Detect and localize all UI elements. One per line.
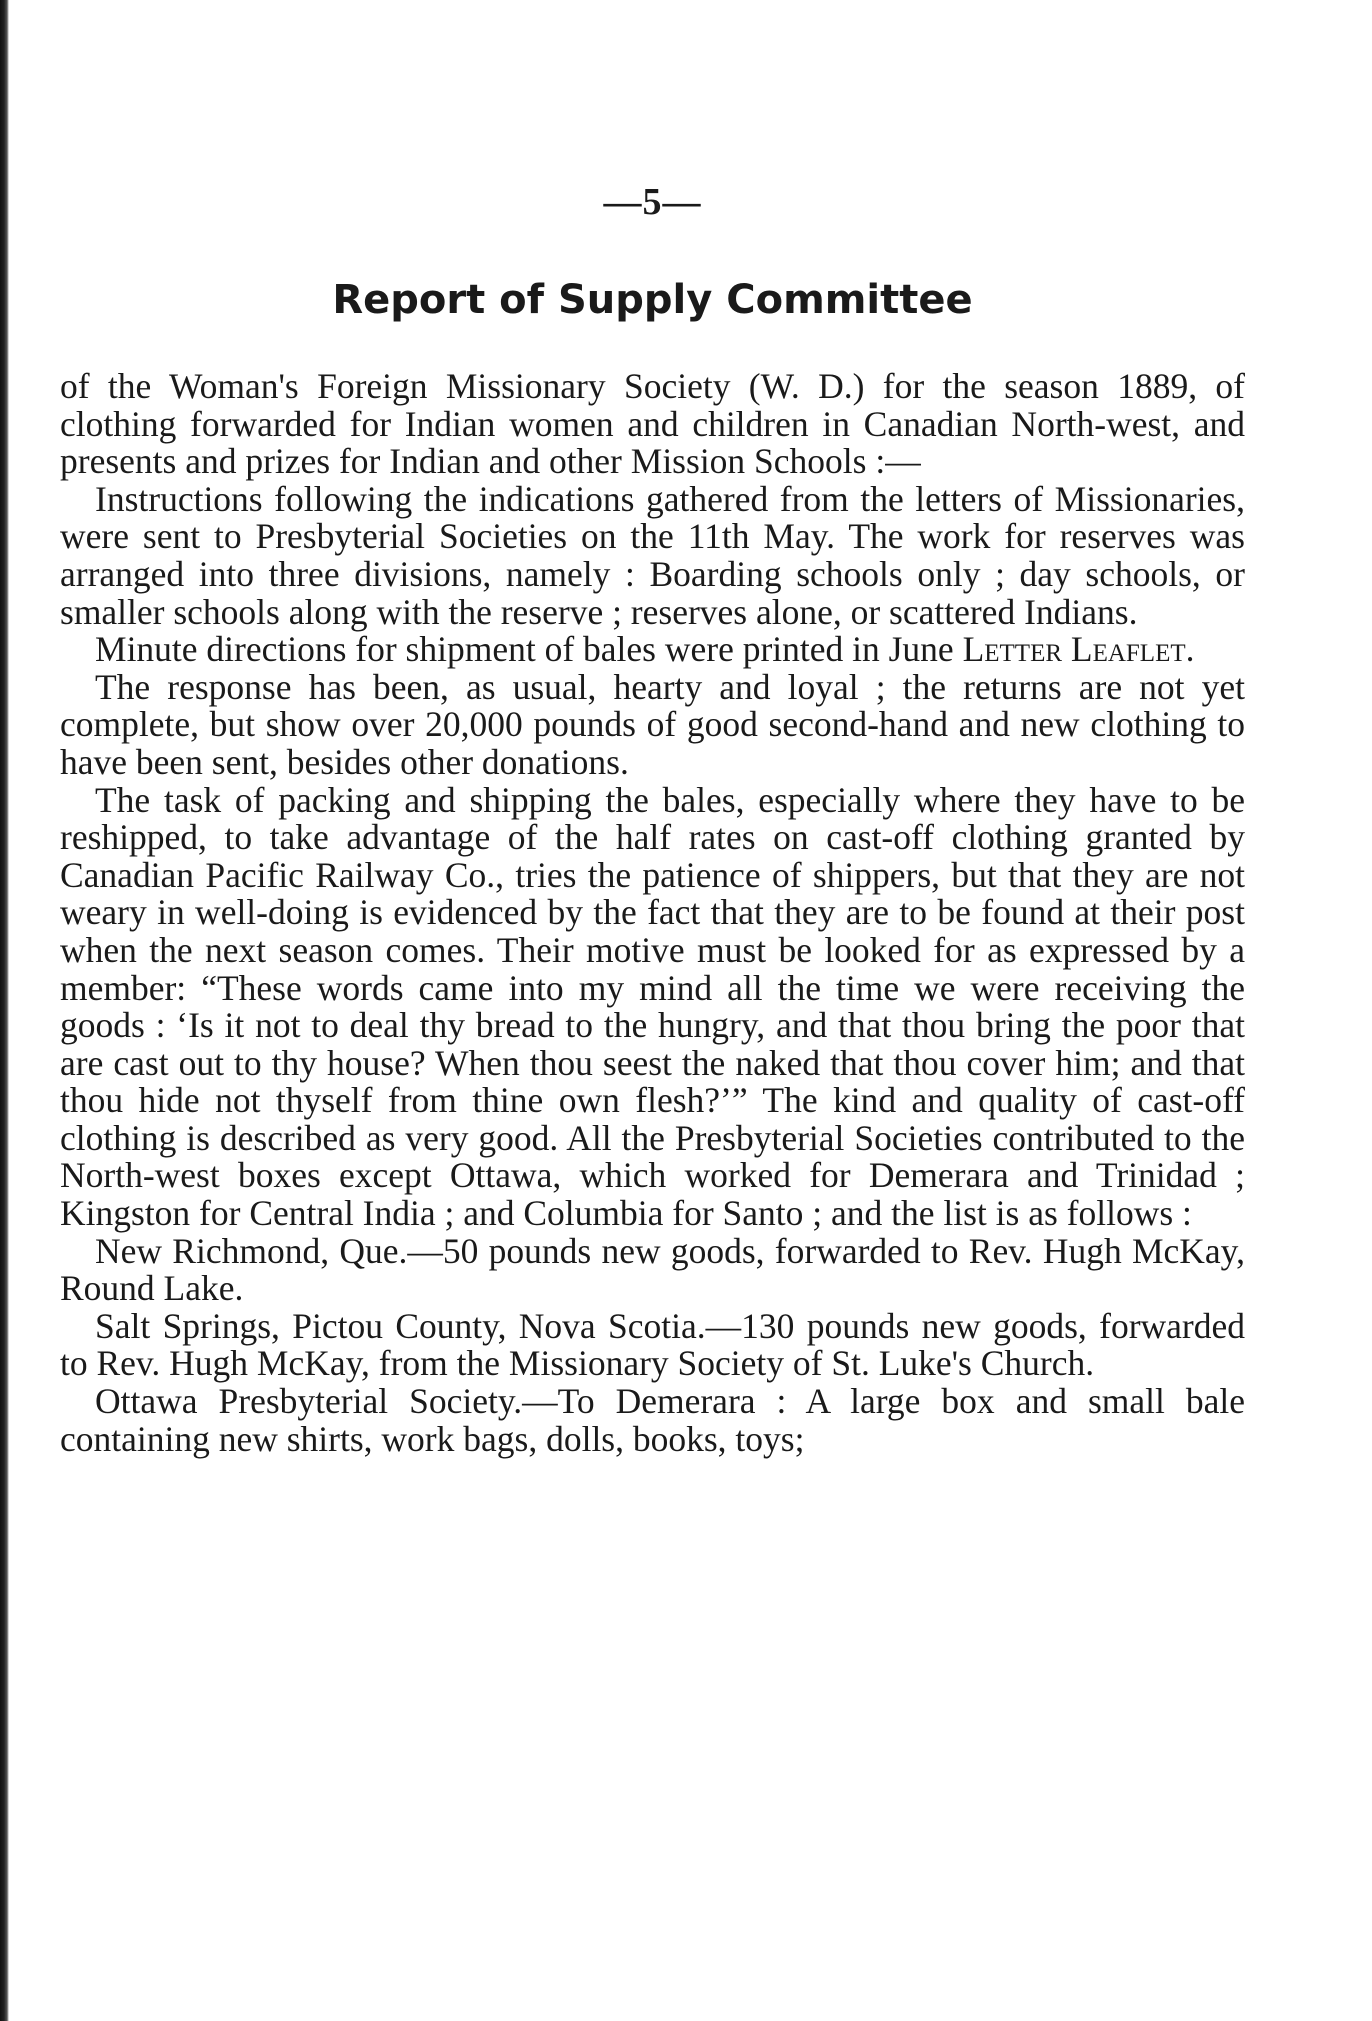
- paragraph-response: The response has been, as usual, hearty and loyal ; the returns are not yet complete, but show over 20,000 pounds of good second-hand and new clothing to have been sent, besides other donations.: [60, 666, 1245, 782]
- paragraph-intro: of the Woman's Foreign Missionary Society (W. D.) for the season 1889, of clothing forwarded for Indian women and children in Canadian North-west, and presents and prizes for Indian and other Mission Schools :—: [60, 366, 1245, 482]
- paragraph-minute-directions: [60, 631, 1245, 669]
- list-entry-salt-springs: Salt Springs, Pictou County, Nova Scotia.—130 pounds new goods, forwarded to Rev. Hugh McKay, from the Missionary Society of St. Luke's Church.: [60, 1305, 1245, 1384]
- letter-leaflet-title: Letter Leaflet.: [962, 629, 1195, 670]
- paragraph-instructions: Instructions following the indications gathered from the letters of Missionaries, were sent to Presbyterial Societies on the 11th May. The work for reserves was arranged into three divisions, namely : Boarding schools only ; day schools, or smaller schools along with the reserve ; reserves alone, or scattered Indians.: [60, 478, 1245, 632]
- minute-directions-text: Minute directions for shipment of bales were printed in June: [95, 629, 954, 670]
- paragraph-packing: The task of packing and shipping the bales, especially where they have to be reshipped, to take advantage of the half rates on cast-off clothing granted by Canadian Pacific Railway Co., tries the patience of shippers, but that they are not weary in well-doing is evidenced by the fact that they are to be found at their post when the next season comes. Their motive must be looked for as expressed by a member: “These words came into my mind all the time we were receiving the goods : ‘Is it not to deal thy bread to the hungry, and that thou bring the poor that are cast out to thy house? When thou seest the naked that thou cover him; and that thou hide not thyself from thine own flesh?’” The kind and quality of cast-off clothing is described as very good. All the Presbyterial Societies contributed to the North-west boxes except Ottawa, which worked for Demerara and Trinidad ; Kingston for Central India ; and Columbia for Santo ; and the list is as follows :: [60, 779, 1245, 1234]
- list-entry-ottawa: Ottawa Presbyterial Society.—To Demerara : A large box and small bale containing new shirts, work bags, dolls, books, toys;: [60, 1381, 1245, 1459]
- scan-edge: [0, 0, 9, 2021]
- list-entry-new-richmond: New Richmond, Que.—50 pounds new goods, forwarded to Rev. Hugh McKay, Round Lake.: [60, 1230, 1245, 1309]
- page-title: Report of Supply Committee: [332, 277, 973, 323]
- body-text: [60, 368, 1245, 1458]
- page-number: —5—: [603, 181, 702, 223]
